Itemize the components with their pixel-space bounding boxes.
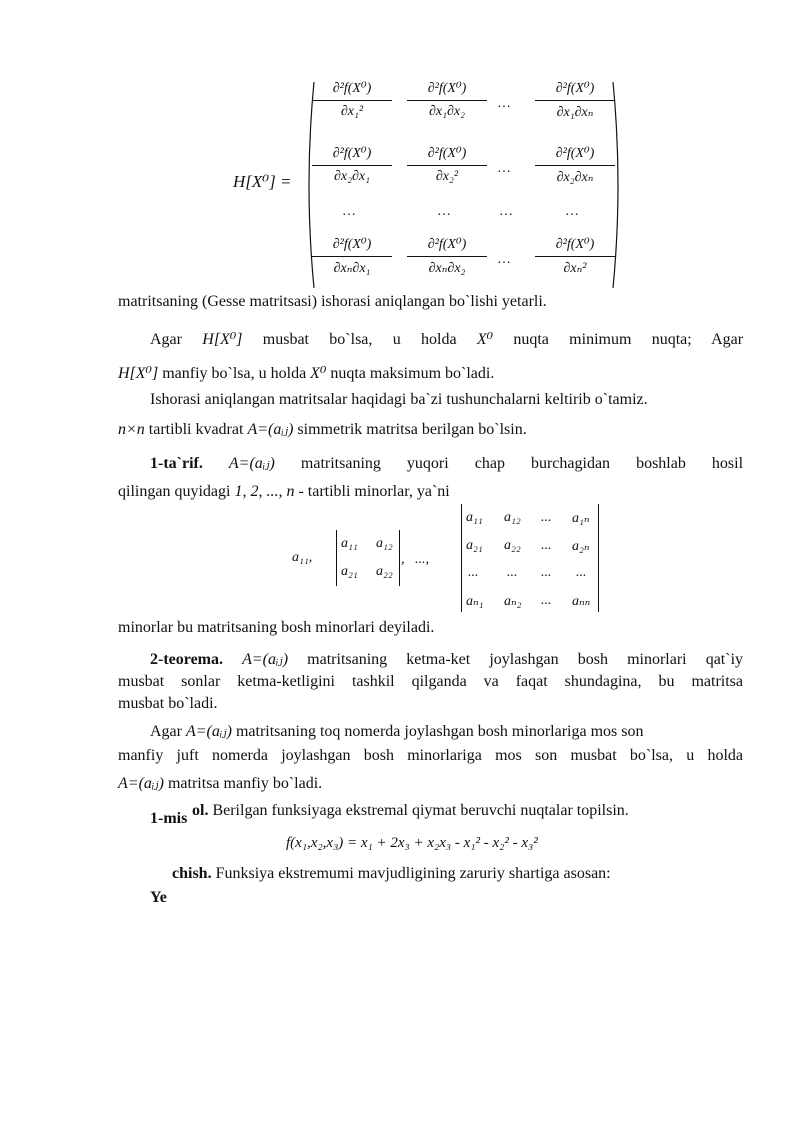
- word: chap: [474, 455, 505, 472]
- math-a-aij: A=(aᵢⱼ): [247, 421, 294, 438]
- word: bo`lsa,: [329, 331, 373, 348]
- word: hosil: [711, 455, 744, 472]
- minor-entry: aₙ₂: [504, 594, 522, 609]
- entry-denominator: ∂xₙ²: [563, 261, 587, 276]
- word: matritsaning: [300, 455, 381, 472]
- word: qat`iy: [705, 651, 744, 668]
- minor-entry: ...: [541, 565, 552, 580]
- math-a-aij: A=(aᵢⱼ): [242, 651, 289, 668]
- word: minorlari: [627, 651, 687, 668]
- text: simmetrik matritsa berilgan bo`lsin.: [297, 421, 527, 438]
- hessian-dots: …: [498, 96, 511, 111]
- paragraph-minors-note: minorlar bu matritsaning bosh minorlari deyiladi.: [118, 619, 435, 636]
- entry-denominator: ∂xₙ∂x₁: [333, 261, 371, 276]
- math-hx0: H[X⁰]: [118, 365, 159, 382]
- math-x0: X⁰: [476, 331, 494, 348]
- theorem-line3: musbat bo`ladi.: [118, 695, 218, 712]
- hessian-entry: [312, 236, 392, 277]
- example-label-a: 1-mis: [150, 810, 188, 827]
- text: Funksiya ekstremumi mavjudligining zaruriy shartiga asosan:: [215, 865, 611, 882]
- hessian-dots: …: [566, 204, 579, 219]
- definition-line1: [118, 456, 743, 472]
- minor-entry: a₁₂: [504, 510, 521, 525]
- math-orders: 1, 2, ..., n -: [234, 483, 304, 500]
- entry-numerator: ∂²f(X⁰): [407, 80, 487, 101]
- minor-2x2-bar-right: [399, 530, 400, 586]
- text: qilingan quyidagi: [118, 483, 231, 500]
- word: musbat: [262, 331, 309, 348]
- example-formula: f(x₁,x₂,x₃) = x₁ + 2x₃ + x₂x₃ - x₁² - x₂² - x₃²: [286, 835, 538, 851]
- minor-entry: a₁₂: [376, 536, 393, 551]
- hessian-entry: [407, 80, 487, 120]
- minor-entry: a₂₂: [504, 538, 521, 553]
- hessian-dots: …: [500, 204, 513, 219]
- paragraph-agar2-line3: [118, 776, 322, 792]
- entry-numerator: ∂²f(X⁰): [312, 236, 392, 257]
- minor-nxn-bar-left: [461, 504, 462, 612]
- minor-separator: , ...,: [401, 552, 429, 567]
- minor-entry: ...: [541, 593, 552, 608]
- paragraph-agar-line1: [118, 332, 743, 348]
- minor-entry: a₂₂: [376, 564, 393, 579]
- entry-numerator: ∂²f(X⁰): [407, 236, 487, 257]
- theorem-line2: musbat sonlar ketma-ketligini tashkil qilganda va faqat shundagina, bu matritsa: [118, 673, 743, 690]
- text: manfiy bo`lsa, u holda: [162, 365, 307, 382]
- minor-entry: aₙ₁: [466, 594, 484, 609]
- solution-label: chish.: [172, 865, 212, 882]
- text: Berilgan funksiyaga ekstremal qiymat beruvchi nuqtalar topilsin.: [212, 802, 629, 819]
- word: holda: [421, 331, 457, 348]
- word: minimum: [569, 331, 632, 348]
- minor-nxn-bar-right: [598, 504, 599, 612]
- theorem-line1: [118, 652, 743, 668]
- minor-entry: ...: [541, 538, 552, 553]
- entry-denominator: ∂x₁∂x₂: [429, 104, 465, 119]
- entry-numerator: ∂²f(X⁰): [535, 145, 615, 166]
- word: u: [392, 331, 401, 348]
- minor-entry: a₂ₙ: [572, 539, 590, 554]
- word: Agar: [711, 331, 744, 348]
- minor-entry: a₁₁: [341, 536, 358, 551]
- entry-numerator: ∂²f(X⁰): [407, 145, 487, 166]
- math-x0: X⁰: [310, 365, 327, 382]
- paragraph-agar2-line2: manfiy juft nomerda joylashgan bosh minorlariga mos son musbat bo`lsa, u holda: [118, 747, 743, 764]
- definition-line2: [118, 484, 450, 500]
- entry-denominator: ∂x₂∂xₙ: [556, 170, 594, 185]
- hessian-entry: [535, 80, 615, 121]
- word: joylashgan: [489, 651, 559, 668]
- word: yuqori: [406, 455, 449, 472]
- paragraph-ishorasi-line1: Ishorasi aniqlangan matritsalar haqidagi ba`zi tushunchalarni keltirib o`tamiz.: [150, 391, 648, 408]
- text: nuqta maksimum bo`ladi.: [330, 365, 495, 382]
- word: ketma-ket: [406, 651, 471, 668]
- minor-entry: a₂₁: [466, 538, 483, 553]
- minor-entry: ...: [541, 510, 552, 525]
- minor-entry: a₁₁: [466, 510, 483, 525]
- minor-entry: aₙₙ: [572, 594, 591, 609]
- minor-entry: ...: [507, 565, 518, 580]
- text: matritsaning toq nomerda joylashgan bosh minorlariga mos son: [235, 723, 644, 740]
- minor-entry: ...: [576, 565, 587, 580]
- hessian-entry: [312, 80, 392, 120]
- theorem-label: 2-teorema.: [150, 651, 223, 668]
- entry-numerator: ∂²f(X⁰): [535, 80, 615, 101]
- entry-denominator: ∂xₙ∂x₂: [428, 261, 466, 276]
- minor-entry: ...: [468, 565, 479, 580]
- text: tartibli kvadrat: [148, 421, 244, 438]
- hessian-entry: [407, 236, 487, 277]
- word: Agar: [150, 331, 182, 348]
- math-hx0: H[X⁰]: [202, 331, 243, 348]
- hessian-entry: [535, 236, 615, 277]
- entry-numerator: ∂²f(X⁰): [312, 145, 392, 166]
- paragraph-agar-line2: [118, 366, 494, 382]
- word: burchagidan: [530, 455, 611, 472]
- math-a-aij: A=(aᵢⱼ): [185, 723, 232, 740]
- hessian-dots: …: [343, 204, 356, 219]
- definition-label: 1-ta`rif.: [150, 455, 203, 472]
- hessian-lhs: H[X⁰] =: [233, 172, 292, 191]
- hessian-entry: [535, 145, 615, 186]
- entry-denominator: ∂x₂∂x₁: [334, 169, 370, 184]
- minor-entry: a₁ₙ: [572, 511, 590, 526]
- word: boshlab: [636, 455, 686, 472]
- entry-numerator: ∂²f(X⁰): [535, 236, 615, 257]
- paragraph-ishorasi-line2: [118, 422, 527, 438]
- hessian-entry: [407, 145, 487, 185]
- math-a-aij: A=(aᵢⱼ): [228, 455, 275, 472]
- example-line: [192, 803, 629, 819]
- text: tartibli minorlar, ya`ni: [307, 483, 450, 500]
- solution-ye: Ye: [150, 889, 167, 906]
- text: matritsa manfiy bo`ladi.: [167, 775, 323, 792]
- text: Agar: [150, 723, 182, 740]
- minor-2x2-bar-left: [336, 530, 337, 586]
- word: nuqta: [513, 331, 549, 348]
- math-nxn: n×n: [118, 421, 145, 438]
- word: bosh: [577, 651, 608, 668]
- word: nuqta;: [651, 331, 692, 348]
- entry-denominator: ∂x₂²: [435, 169, 459, 184]
- paragraph-agar2-line1: [150, 724, 643, 740]
- minor-entry: a₂₁: [341, 564, 358, 579]
- entry-numerator: ∂²f(X⁰): [312, 80, 392, 101]
- hessian-entry: [312, 145, 392, 185]
- paragraph-hessian-note: matritsaning (Gesse matritsasi) ishorasi aniqlangan bo`lishi yetarli.: [118, 293, 547, 310]
- solution-line: [172, 866, 611, 882]
- hessian-dots: …: [498, 161, 511, 176]
- minor-a11: a₁₁,: [292, 550, 313, 565]
- hessian-dots: …: [438, 204, 451, 219]
- math-a-aij: A=(aᵢⱼ): [118, 775, 164, 792]
- hessian-dots: …: [498, 252, 511, 267]
- entry-denominator: ∂x₁∂xₙ: [556, 105, 594, 120]
- word: matritsaning: [307, 651, 388, 668]
- entry-denominator: ∂x₁²: [340, 104, 364, 119]
- example-label-b: ol.: [192, 802, 209, 819]
